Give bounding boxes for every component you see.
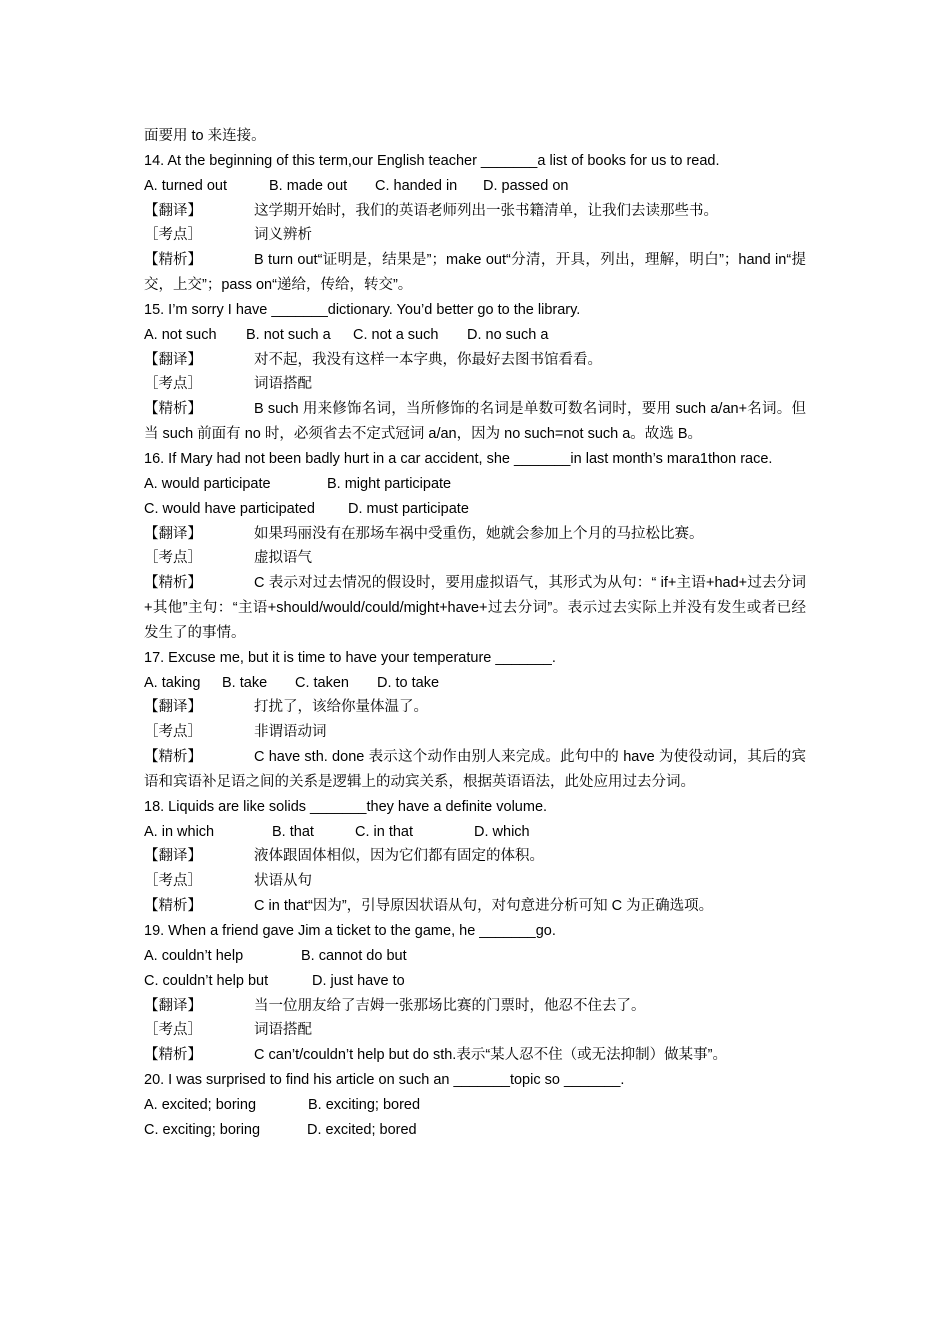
analysis-text: C 表示对过去情况的假设时，要用虚拟语气，其形式为从句：“ if+主语+had+过去分词+其他”主句：“主语+should/would/could/might+have+过去分词”。表示过去实际上并没有发生或者已经发生了的事情。 bbox=[144, 575, 806, 641]
analysis-text: B such 用来修饰名词，当所修饰的名词是单数可数名词时，要用 such a/an+名词。但当 such 前面有 no 时，必须省去不定式冠词 a/an，因为 no such=not such a。故选 B。 bbox=[144, 401, 806, 443]
option-c: C. couldn’t help but bbox=[144, 972, 269, 989]
option-b: B. not such a bbox=[246, 326, 331, 343]
point-text: 非谓语动词 bbox=[254, 724, 327, 741]
question-20 bbox=[144, 1068, 806, 1143]
point-text: 虚拟语气 bbox=[254, 550, 312, 567]
translation-label: 【翻译】 bbox=[144, 699, 202, 716]
point-label: ［考点］ bbox=[144, 550, 202, 567]
analysis-text: B turn out“证明是，结果是”；make out“分清，开具，列出，理解，明白”；hand in“提交，上交”；pass on“递给，传给，转交”。 bbox=[144, 252, 806, 294]
analysis-text: C can’t/couldn’t help but do sth.表示“某人忍不住（或无法抑制）做某事”。 bbox=[254, 1047, 727, 1064]
question-17 bbox=[144, 646, 806, 795]
analysis-label: 【精析】 bbox=[144, 749, 202, 766]
option-d: D. which bbox=[474, 823, 530, 840]
option-d: D. excited; bored bbox=[307, 1121, 417, 1138]
analysis-block bbox=[144, 745, 806, 795]
question-stem: 19. When a friend gave Jim a ticket to the game, he _______go. bbox=[144, 923, 556, 939]
analysis-text: C in that“因为”，引导原因状语从句，对句意进分析可知 C 为正确选项。 bbox=[254, 898, 714, 915]
question-stem: 14. At the beginning of this term,our English teacher _______a list of books for us to read. bbox=[144, 152, 720, 169]
analysis-label: 【精析】 bbox=[144, 252, 202, 269]
analysis-label: 【精析】 bbox=[144, 401, 202, 418]
translation-text: 打扰了，该给你量体温了。 bbox=[254, 699, 428, 716]
translation-row bbox=[144, 348, 806, 373]
question-14 bbox=[144, 149, 806, 298]
option-d: D. passed on bbox=[483, 177, 569, 194]
option-a: A. turned out bbox=[144, 177, 228, 194]
option-b: B. take bbox=[222, 674, 268, 691]
point-text: 状语从句 bbox=[254, 873, 312, 890]
point-row bbox=[144, 546, 806, 571]
question-stem: 15. I’m sorry I have _______dictionary. You’d better go to the library. bbox=[144, 301, 581, 318]
analysis-text: C have sth. done 表示这个动作由别人来完成。此句中的 have 为使役动词，其后的宾语和宾语补足语之间的关系是逻辑上的动宾关系，根据英语语法，此处应用过去分词。 bbox=[144, 749, 806, 790]
option-b: B. might participate bbox=[327, 475, 452, 492]
translation-text: 如果玛丽没有在那场车祸中受重伤，她就会参加上个月的马拉松比赛。 bbox=[254, 525, 704, 542]
options-line bbox=[144, 174, 806, 199]
option-d: D. no such a bbox=[467, 326, 549, 343]
point-text: 词义辨析 bbox=[254, 227, 312, 244]
option-c: C. not a such bbox=[353, 326, 439, 343]
translation-row bbox=[144, 844, 806, 869]
translation-label: 【翻译】 bbox=[144, 848, 202, 865]
question-16 bbox=[144, 447, 806, 646]
analysis-block bbox=[144, 248, 806, 298]
translation-text: 这学期开始时，我们的英语老师列出一张书籍清单，让我们去读那些书。 bbox=[254, 202, 718, 219]
option-c: C. in that bbox=[355, 823, 414, 840]
question-stem: 17. Excuse me, but it is time to have your temperature _______. bbox=[144, 649, 556, 666]
options-line bbox=[144, 323, 806, 348]
translation-row bbox=[144, 994, 806, 1019]
options-line bbox=[144, 671, 806, 696]
translation-row bbox=[144, 695, 806, 720]
question-stem: 18. Liquids are like solids _______they have a definite volume. bbox=[144, 798, 548, 815]
option-c: C. would have participated bbox=[144, 500, 315, 517]
translation-text: 当一位朋友给了吉姆一张那场比赛的门票时，他忍不住去了。 bbox=[254, 997, 646, 1014]
options-line bbox=[144, 820, 806, 845]
point-text: 词语搭配 bbox=[254, 1022, 312, 1039]
analysis-block bbox=[144, 397, 806, 447]
translation-row bbox=[144, 199, 806, 224]
translation-text: 液体跟固体相似，因为它们都有固定的体积。 bbox=[254, 848, 544, 865]
options-line bbox=[144, 497, 806, 522]
point-row bbox=[144, 869, 806, 894]
document-page bbox=[144, 124, 806, 1143]
translation-label: 【翻译】 bbox=[144, 525, 202, 542]
point-row bbox=[144, 372, 806, 397]
point-row bbox=[144, 720, 806, 745]
option-a: A. in which bbox=[144, 823, 215, 840]
option-c: C. exciting; boring bbox=[144, 1121, 261, 1138]
option-d: D. to take bbox=[377, 674, 440, 691]
analysis-label: 【精析】 bbox=[144, 575, 202, 592]
options-line bbox=[144, 944, 806, 969]
analysis-block bbox=[144, 894, 806, 919]
analysis-label: 【精析】 bbox=[144, 898, 202, 915]
point-row bbox=[144, 223, 806, 248]
option-b: B. exciting; bored bbox=[308, 1096, 421, 1113]
point-row bbox=[144, 1018, 806, 1043]
analysis-block bbox=[144, 1043, 806, 1068]
option-a: A. excited; boring bbox=[144, 1096, 257, 1113]
options-line bbox=[144, 1118, 806, 1143]
option-b: B. cannot do but bbox=[301, 947, 407, 964]
option-c: C. handed in bbox=[375, 177, 458, 194]
point-text: 词语搭配 bbox=[254, 376, 312, 393]
option-b: B. made out bbox=[269, 177, 348, 194]
option-b: B. that bbox=[272, 823, 314, 840]
point-label: ［考点］ bbox=[144, 1022, 202, 1039]
question-18 bbox=[144, 795, 806, 919]
option-c: C. taken bbox=[295, 674, 349, 691]
point-label: ［考点］ bbox=[144, 376, 202, 393]
question-15 bbox=[144, 298, 806, 447]
option-a: A. not such bbox=[144, 326, 217, 343]
question-19 bbox=[144, 919, 806, 1068]
option-a: A. couldn’t help bbox=[144, 947, 244, 964]
options-line bbox=[144, 1093, 806, 1118]
translation-label: 【翻译】 bbox=[144, 351, 202, 368]
option-a: A. taking bbox=[144, 674, 201, 691]
question-stem: 16. If Mary had not been badly hurt in a car accident, she _______in last month’s mara1thon race. bbox=[144, 450, 773, 467]
option-d: D. must participate bbox=[348, 500, 469, 517]
intro-line: 面要用 to 来连接。 bbox=[144, 128, 266, 144]
options-line bbox=[144, 969, 806, 994]
point-label: ［考点］ bbox=[144, 227, 202, 244]
option-d: D. just have to bbox=[312, 972, 405, 989]
translation-text: 对不起，我没有这样一本字典，你最好去图书馆看看。 bbox=[254, 351, 602, 368]
question-stem: 20. I was surprised to find his article on such an _______topic so _______. bbox=[144, 1072, 625, 1089]
option-a: A. would participate bbox=[144, 475, 271, 492]
translation-label: 【翻译】 bbox=[144, 997, 202, 1014]
translation-label: 【翻译】 bbox=[144, 202, 202, 219]
point-label: ［考点］ bbox=[144, 724, 202, 741]
analysis-label: 【精析】 bbox=[144, 1047, 202, 1064]
analysis-block bbox=[144, 571, 806, 646]
options-line bbox=[144, 472, 806, 497]
point-label: ［考点］ bbox=[144, 873, 202, 890]
translation-row bbox=[144, 522, 806, 547]
